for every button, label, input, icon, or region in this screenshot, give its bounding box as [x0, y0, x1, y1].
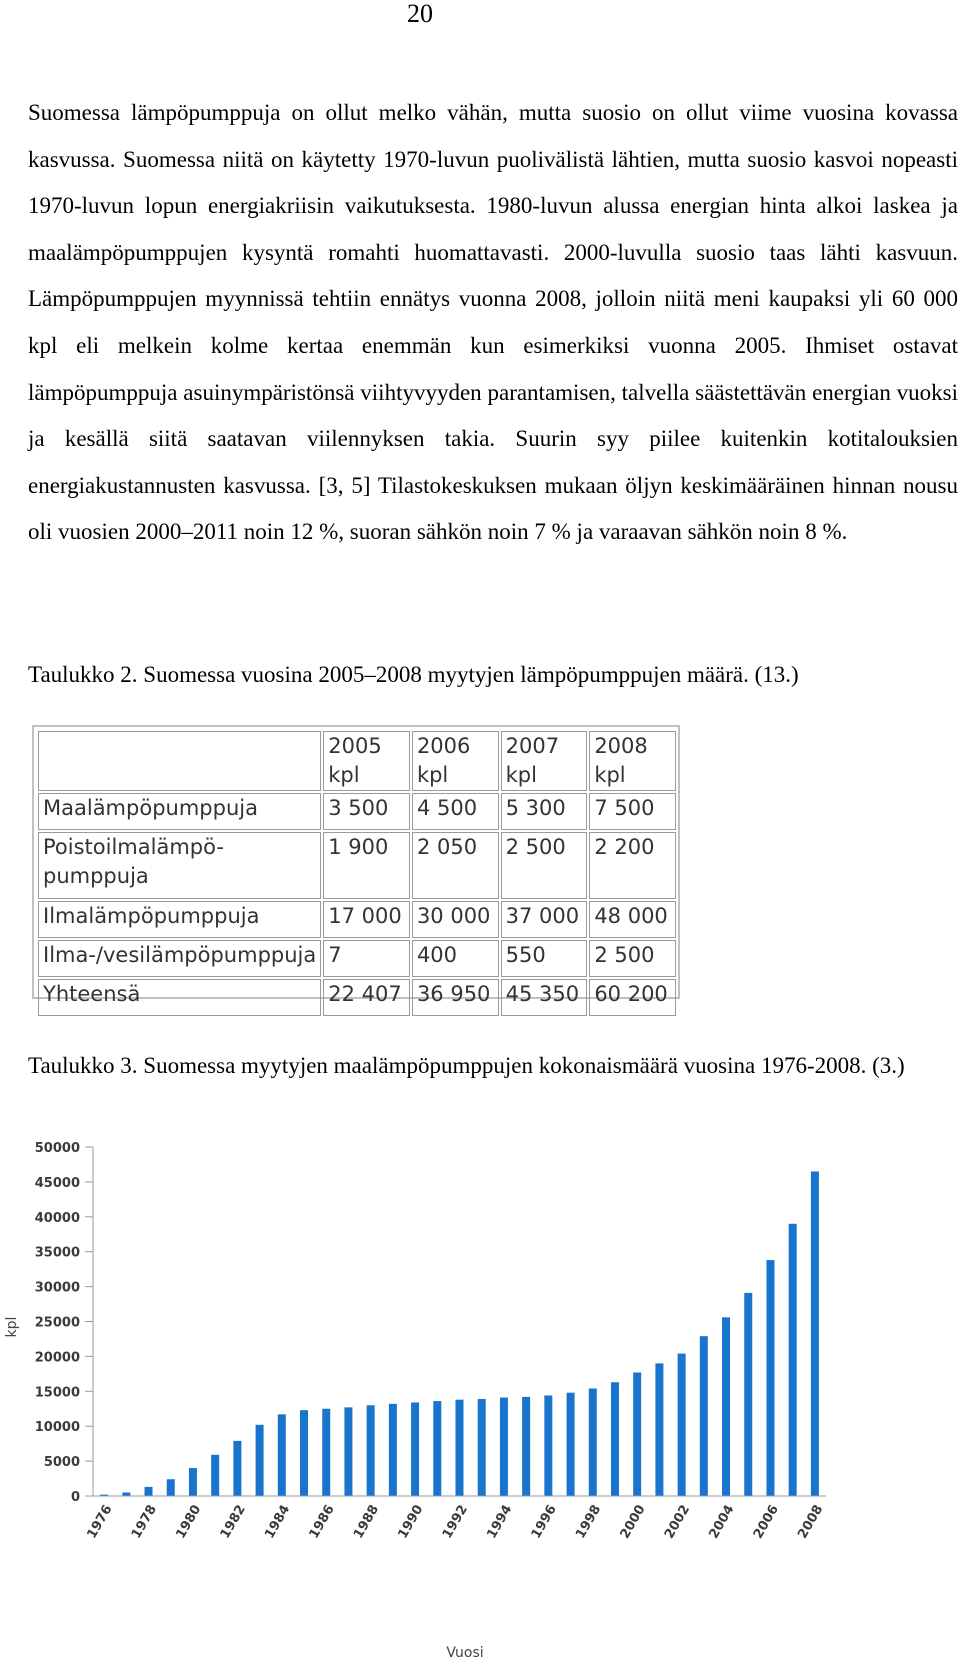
table-cell: 5 300 [501, 793, 588, 830]
x-tick-label: 1984 [262, 1502, 294, 1542]
bar-1988 [367, 1405, 375, 1496]
y-tick-label: 10000 [34, 1420, 80, 1436]
table-cell: 36 950 [412, 979, 499, 1016]
y-tick-label: 40000 [34, 1210, 80, 1226]
table-cell: 2 500 [589, 940, 676, 977]
bar-1992 [456, 1400, 464, 1496]
x-tick-label: 1998 [573, 1502, 605, 1542]
table-header-cell: 2008 kpl [589, 731, 676, 791]
bar-1993 [478, 1399, 486, 1496]
chart-bars [100, 1171, 819, 1496]
table-row [38, 793, 676, 830]
bar-2008 [811, 1171, 819, 1496]
x-tick-label: 1982 [217, 1502, 249, 1542]
table-header-cell: 2005 kpl [323, 731, 410, 791]
y-axis-label: kpl [4, 1316, 20, 1338]
y-axis-ticks [35, 1141, 93, 1505]
bar-1987 [344, 1407, 352, 1496]
bar-2004 [722, 1317, 730, 1496]
page-number: 20 [407, 0, 433, 28]
bar-1985 [300, 1410, 308, 1496]
table-cell: 60 200 [589, 979, 676, 1016]
y-tick-label: 45000 [34, 1175, 80, 1191]
bar-1984 [278, 1414, 286, 1496]
table-header-cell: 2007 kpl [501, 731, 588, 791]
table-cell: 48 000 [589, 901, 676, 938]
y-tick-label: 15000 [34, 1385, 80, 1401]
table-cell: 400 [412, 940, 499, 977]
table-header-row [38, 731, 676, 791]
x-tick-label: 2002 [662, 1502, 694, 1542]
y-tick-label: 0 [70, 1490, 80, 1505]
bar-1978 [145, 1487, 153, 1496]
y-tick-label: 35000 [34, 1245, 80, 1261]
y-tick-label: 5000 [43, 1455, 80, 1471]
table-cell: 3 500 [323, 793, 410, 830]
bar-1977 [122, 1493, 130, 1496]
x-tick-label: 2000 [617, 1502, 649, 1542]
table-cell: 2 050 [412, 832, 499, 899]
table-cell: 45 350 [501, 979, 588, 1016]
table-cell: 2 500 [501, 832, 588, 899]
sales-table [36, 729, 678, 1018]
table-caption: Taulukko 2. Suomessa vuosina 2005–2008 myytyjen lämpöpumppujen määrä. (13.) [28, 662, 799, 687]
sales-table-frame [32, 725, 680, 1006]
table-header-cell [38, 731, 321, 791]
bar-2002 [678, 1354, 686, 1496]
x-tick-label: 1978 [128, 1502, 160, 1542]
bar-1990 [411, 1402, 419, 1496]
x-tick-label: 1996 [528, 1502, 560, 1542]
x-tick-label: 1990 [395, 1502, 427, 1542]
bar-2007 [789, 1224, 797, 1496]
x-tick-label: 1994 [484, 1502, 516, 1542]
bar-2005 [744, 1293, 752, 1496]
y-tick-label: 50000 [34, 1141, 80, 1156]
bar-1983 [256, 1425, 264, 1496]
body-paragraph: Suomessa lämpöpumppuja on ollut melko vähän, mutta suosio on ollut viime vuosina kovassa kasvussa. Suomessa niitä on käytetty 1970-luvun puolivälistä lähtien, mutta suosio kasvoi nopeasti 1970-luvun lopun energiakriisin vaikutuksesta. 1980-luvun alussa energian hinta alkoi laskea ja maalämpöpumppujen kysyntä romahti huomattavasti. 2000-luvulla suosio taas lähti kasvuun. Lämpöpumppujen myynnissä tehtiin ennätys vuonna 2008, jolloin niitä meni kaupaksi yli 60 000 kpl eli melkein kolme kertaa enemmän kun esimerkiksi vuonna 2005. Ihmiset ostavat lämpöpumppuja asuinympäristönsä viihtyvyyden parantamisen, talvella säästettävän energian vuoksi ja kesällä siitä saatavan viilennyksen takia. Suurin syy piilee kuitenkin kotitalouksien energiakustannusten kasvussa. [3, 5] Tilastokeskuksen mukaan öljyn keskimääräinen hinnan nousu oli vuosien 2000–2011 noin 12 %, suoran sähkön noin 7 % ja varaavan sähkön noin 8 %. [28, 100, 958, 545]
x-tick-label: 1976 [84, 1502, 116, 1542]
chart-caption: Taulukko 3. Suomessa myytyjen maalämpöpumppujen kokonaismäärä vuosina 1976-2008. (3.) [28, 1053, 905, 1078]
table-row-label: Yhteensä [38, 979, 321, 1016]
x-tick-label: 1980 [173, 1502, 205, 1542]
bar-1996 [544, 1395, 552, 1496]
table-row [38, 940, 676, 977]
bar-chart [0, 1130, 960, 1663]
bar-1994 [500, 1398, 508, 1496]
table-cell: 7 [323, 940, 410, 977]
bar-2000 [633, 1372, 641, 1496]
table-cell: 7 500 [589, 793, 676, 830]
table-cell: 4 500 [412, 793, 499, 830]
bar-1998 [589, 1389, 597, 1496]
bar-1980 [189, 1468, 197, 1496]
bar-1986 [322, 1409, 330, 1496]
y-tick-label: 30000 [34, 1280, 80, 1296]
bar-1979 [167, 1479, 175, 1496]
table-row [38, 832, 676, 899]
x-tick-label: 2004 [706, 1502, 738, 1542]
table-row [38, 901, 676, 938]
table-row [38, 979, 676, 1016]
table-row-label: Poistoilmalämpö- pumppuja [38, 832, 321, 899]
table-header-cell: 2006 kpl [412, 731, 499, 791]
bar-1995 [522, 1397, 530, 1496]
bar-1981 [211, 1455, 219, 1496]
x-tick-label: 1986 [306, 1502, 338, 1542]
x-tick-label: 2006 [750, 1502, 782, 1542]
bar-1989 [389, 1404, 397, 1496]
x-tick-label: 1992 [439, 1502, 471, 1542]
table-row-label: Maalämpöpumppuja [38, 793, 321, 830]
bar-2003 [700, 1336, 708, 1496]
table-cell: 550 [501, 940, 588, 977]
x-axis-label: Vuosi [446, 1645, 484, 1661]
bar-1991 [433, 1401, 441, 1496]
bar-2006 [766, 1260, 774, 1496]
x-tick-label: 1988 [351, 1502, 383, 1542]
bar-1999 [611, 1382, 619, 1496]
bar-1982 [233, 1441, 241, 1496]
bar-2001 [655, 1363, 663, 1496]
x-tick-label: 2008 [795, 1502, 827, 1542]
x-axis-ticks [84, 1503, 826, 1542]
table-cell: 37 000 [501, 901, 588, 938]
table-row-label: Ilma-/vesilämpöpumppuja [38, 940, 321, 977]
bar-1997 [567, 1393, 575, 1496]
table-cell: 17 000 [323, 901, 410, 938]
table-cell: 30 000 [412, 901, 499, 938]
y-tick-label: 25000 [34, 1315, 80, 1331]
table-cell: 2 200 [589, 832, 676, 899]
table-cell: 1 900 [323, 832, 410, 899]
table-row-label: Ilmalämpöpumppuja [38, 901, 321, 938]
y-tick-label: 20000 [34, 1350, 80, 1366]
table-cell: 22 407 [323, 979, 410, 1016]
